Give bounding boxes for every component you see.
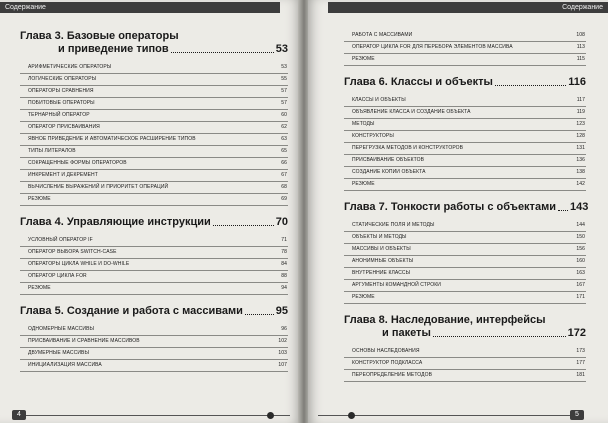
toc-entry[interactable] [344, 179, 586, 191]
entry-page: 68 [281, 184, 287, 190]
entry-title: РЕЗЮМЕ [352, 56, 375, 62]
chapter-title: Глава 5. Создание и работа с массивами [20, 305, 243, 317]
entry-page: 69 [281, 196, 287, 202]
entry-page: 181 [576, 372, 585, 378]
entry-title: ВЫЧИСЛЕНИЕ ВЫРАЖЕНИЙ И ПРИОРИТЕТ ОПЕРАЦИЙ [28, 184, 169, 190]
entry-title: АРГУМЕНТЫ КОМАНДНОЙ СТРОКИ [352, 282, 441, 288]
entry-title: ПЕРЕГРУЗКА МЕТОДОВ И КОНСТРУКТОРОВ [352, 145, 464, 151]
entry-page: 123 [576, 121, 585, 127]
chapter-title-cont: и приведение типов [58, 43, 169, 55]
entry-title: РЕЗЮМЕ [28, 285, 51, 291]
footer-dot [267, 412, 274, 419]
entry-title: ТЕРНАРНЫЙ ОПЕРАТОР [28, 112, 90, 118]
entry-page: 160 [576, 258, 585, 264]
entry-title: ВНУТРЕННИЕ КЛАССЫ [352, 270, 411, 276]
entry-title: КЛАССЫ И ОБЪЕКТЫ [352, 97, 406, 103]
entry-page: 103 [278, 350, 287, 356]
entry-page: 60 [281, 112, 287, 118]
entry-page: 142 [576, 181, 585, 187]
entry-title: АНОНИМНЫЕ ОБЪЕКТЫ [352, 258, 414, 264]
entry-title: СТАТИЧЕСКИЕ ПОЛЯ И МЕТОДЫ [352, 222, 435, 228]
chapter-title: Глава 4. Управляющие инструкции [20, 216, 211, 228]
toc-entry[interactable] [20, 194, 288, 206]
toc-entry[interactable] [344, 292, 586, 304]
right-page [308, 0, 608, 423]
entry-list [20, 62, 288, 206]
entry-page: 171 [576, 294, 585, 300]
entry-list [344, 30, 586, 66]
entry-page: 163 [576, 270, 585, 276]
toc-right [308, 30, 608, 382]
leader-dots [558, 210, 568, 211]
chapter-title-line [344, 201, 589, 214]
chapter-page: 70 [275, 216, 288, 228]
entry-title: МАССИВЫ И ОБЪЕКТЫ [352, 246, 411, 252]
entry-title: ДВУМЕРНЫЕ МАССИВЫ [28, 350, 89, 356]
chapter-heading[interactable] [20, 305, 288, 318]
left-page [0, 0, 300, 423]
entry-title: ОПЕРАТОР ВЫБОРА SWITCH-CASE [28, 249, 117, 255]
chapter-page: 143 [569, 201, 589, 213]
entry-page: 65 [281, 148, 287, 154]
chapter-title: Глава 6. Классы и объекты [344, 76, 493, 88]
entry-page: 177 [576, 360, 585, 366]
chapter-heading[interactable] [20, 30, 288, 56]
chapter-heading[interactable] [344, 314, 586, 340]
chapter-title-cont: и пакеты [382, 327, 431, 339]
chapter-title-line [20, 216, 288, 229]
leader-dots [213, 225, 274, 226]
running-header: Содержание [0, 2, 280, 13]
entry-page: 150 [576, 234, 585, 240]
entry-title: ОПЕРАТОР ЦИКЛА FOR [28, 273, 87, 279]
entry-page: 117 [576, 97, 585, 103]
entry-title: ОПЕРАТОР ПРИСВАИВАНИЯ [28, 124, 100, 130]
chapter-title: Глава 3. Базовые операторы [20, 30, 179, 42]
entry-title: ОПЕРАТОР ЦИКЛА FOR ДЛЯ ПЕРЕБОРА ЭЛЕМЕНТОВ МАССИВА [352, 44, 513, 50]
chapter-heading[interactable] [344, 201, 589, 214]
entry-title: ЯВНОЕ ПРИВЕДЕНИЕ И АВТОМАТИЧЕСКОЕ РАСШИРЕНИЕ ТИПОВ [28, 136, 196, 142]
entry-page: 88 [281, 273, 287, 279]
entry-list [20, 235, 288, 295]
entry-title: РЕЗЮМЕ [28, 196, 51, 202]
entry-title: ЛОГИЧЕСКИЕ ОПЕРАТОРЫ [28, 76, 97, 82]
entry-page: 167 [576, 282, 585, 288]
entry-page: 108 [576, 32, 585, 38]
entry-page: 173 [576, 348, 585, 354]
entry-list [344, 220, 586, 304]
entry-title: ИНКРЕМЕНТ И ДЕКРЕМЕНТ [28, 172, 98, 178]
entry-page: 113 [576, 44, 585, 50]
entry-page: 63 [281, 136, 287, 142]
entry-page: 131 [576, 145, 585, 151]
entry-page: 78 [281, 249, 287, 255]
entry-list [20, 324, 288, 372]
chapter-title-line [344, 327, 586, 340]
entry-page: 128 [576, 133, 585, 139]
entry-title: ИНИЦИАЛИЗАЦИЯ МАССИВА [28, 362, 102, 368]
entry-page: 138 [576, 169, 585, 175]
leader-dots [245, 314, 274, 315]
entry-title: СОЗДАНИЕ КОПИИ ОБЪЕКТА [352, 169, 426, 175]
entry-page: 156 [576, 246, 585, 252]
entry-title: РЕЗЮМЕ [352, 181, 375, 187]
chapter-heading[interactable] [20, 216, 288, 229]
entry-title: ОПЕРАТОРЫ СРАВНЕНИЯ [28, 88, 94, 94]
entry-page: 57 [281, 100, 287, 106]
entry-title: ОДНОМЕРНЫЕ МАССИВЫ [28, 326, 95, 332]
running-header: Содержание [328, 2, 608, 13]
footer-dot [348, 412, 355, 419]
entry-title: АРИФМЕТИЧЕСКИЕ ОПЕРАТОРЫ [28, 64, 112, 70]
chapter-page: 95 [275, 305, 288, 317]
entry-title: ПРИСВАИВАНИЕ ОБЪЕКТОВ [352, 157, 425, 163]
entry-page: 71 [281, 237, 287, 243]
entry-list [344, 95, 586, 191]
entry-page: 62 [281, 124, 287, 130]
entry-page: 144 [576, 222, 585, 228]
chapter-title: Глава 8. Наследование, интерфейсы [344, 314, 546, 326]
entry-page: 84 [281, 261, 287, 267]
entry-title: ОПЕРАТОРЫ ЦИКЛА WHILE И DO-WHILE [28, 261, 130, 267]
entry-page: 66 [281, 160, 287, 166]
footer-rule [26, 415, 290, 416]
entry-page: 57 [281, 88, 287, 94]
page-number: 5 [570, 410, 584, 420]
entry-title: ОБЪЕКТЫ И МЕТОДЫ [352, 234, 407, 240]
entry-title: МЕТОДЫ [352, 121, 375, 127]
entry-title: ТИПЫ ЛИТЕРАЛОВ [28, 148, 76, 154]
entry-title: ПЕРЕОПРЕДЕЛЕНИЕ МЕТОДОВ [352, 372, 433, 378]
entry-title: КОНСТРУКТОР ПОДКЛАССА [352, 360, 423, 366]
chapter-title-line [20, 43, 288, 56]
toc-entry[interactable] [344, 370, 586, 382]
toc-entry[interactable] [344, 54, 586, 66]
entry-title: ОБЪЯВЛЕНИЕ КЛАССА И СОЗДАНИЕ ОБЪЕКТА [352, 109, 471, 115]
toc-entry[interactable] [20, 283, 288, 295]
entry-page: 119 [576, 109, 585, 115]
page-number: 4 [12, 410, 26, 420]
entry-page: 136 [576, 157, 585, 163]
toc-entry[interactable] [20, 360, 288, 372]
chapter-title: Глава 7. Тонкости работы с объектами [344, 201, 556, 213]
entry-title: РАБОТА С МАССИВАМИ [352, 32, 413, 38]
chapter-page: 172 [567, 327, 586, 339]
leader-dots [433, 336, 566, 337]
entry-title: ПОБИТОВЫЕ ОПЕРАТОРЫ [28, 100, 95, 106]
entry-title: ПРИСВАИВАНИЕ И СРАВНЕНИЕ МАССИВОВ [28, 338, 140, 344]
chapter-heading[interactable] [344, 76, 586, 89]
chapter-page: 53 [275, 43, 288, 55]
chapter-title-line [344, 76, 586, 89]
toc-left [0, 30, 300, 372]
leader-dots [495, 85, 566, 86]
entry-page: 96 [281, 326, 287, 332]
chapter-page: 116 [568, 76, 586, 88]
entry-title: РЕЗЮМЕ [352, 294, 375, 300]
entry-title: УСЛОВНЫЙ ОПЕРАТОР IF [28, 237, 93, 243]
entry-page: 102 [278, 338, 287, 344]
entry-list [344, 346, 586, 382]
footer-rule [318, 415, 570, 416]
entry-title: ОСНОВЫ НАСЛЕДОВАНИЯ [352, 348, 420, 354]
leader-dots [171, 52, 274, 53]
entry-page: 107 [278, 362, 287, 368]
entry-page: 67 [281, 172, 287, 178]
entry-title: КОНСТРУКТОРЫ [352, 133, 394, 139]
entry-page: 53 [281, 64, 287, 70]
chapter-title-line [20, 305, 288, 318]
entry-page: 115 [576, 56, 585, 62]
entry-page: 55 [281, 76, 287, 82]
entry-title: СОКРАЩЕННЫЕ ФОРМЫ ОПЕРАТОРОВ [28, 160, 127, 166]
entry-page: 94 [281, 285, 287, 291]
